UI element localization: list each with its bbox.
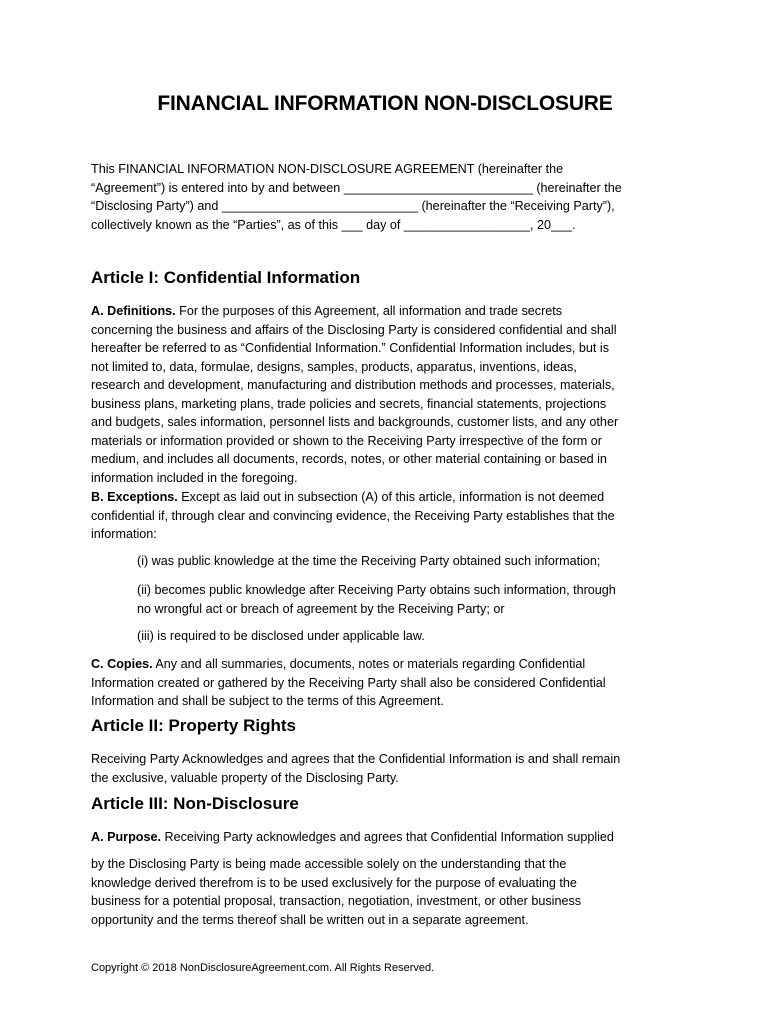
purpose-text: Receiving Party acknowledges and agrees that Confidential Information supplied (160, 830, 614, 844)
copyright-footer: Copyright © 2018 NonDisclosureAgreement.com. All Rights Reserved. (91, 962, 435, 974)
exceptions-line: information: (91, 527, 157, 541)
copies-paragraph (91, 655, 681, 711)
purpose-line (91, 828, 681, 847)
copies-line (91, 655, 681, 674)
definitions-paragraph (91, 302, 681, 487)
copies-text: Any and all summaries, documents, notes or materials regarding Confidential (152, 657, 586, 671)
definitions-line: and budgets, sales information, personnel lists and backgrounds, customer lists, and any other (91, 415, 619, 429)
preamble-line: “Disclosing Party”) and ____________________________ (hereinafter the “Receiving Party”), (91, 199, 615, 213)
property-rights-line: Receiving Party Acknowledges and agrees that the Confidential Information is and shall remain (91, 752, 621, 766)
purpose-first-line (91, 828, 681, 847)
document-title: FINANCIAL INFORMATION NON-DISCLOSURE (157, 92, 613, 115)
definitions-line: not limited to, data, formulae, designs, samples, products, apparatus, inventions, ideas, (91, 359, 577, 374)
definitions-line: research and development, manufacturing and distribution methods and processes, materials, (91, 378, 615, 392)
definitions-line (91, 302, 681, 321)
exceptions-text: Except as laid out in subsection (A) of this article, information is not deemed (177, 490, 605, 504)
copies-line: Information created or gathered by the Receiving Party shall also be considered Confidential (91, 675, 606, 690)
exception-item-3 (137, 627, 681, 646)
exception-item-line: no wrongful act or breach of agreement by the Receiving Party; or (137, 601, 505, 616)
copies-line: Information and shall be subject to the terms of this Agreement. (91, 694, 444, 708)
exceptions-lead: B. Exceptions. (91, 490, 178, 504)
definitions-lead: A. Definitions. (91, 304, 176, 318)
preamble-line: collectively known as the “Parties”, as of this ___ day of __________________, 20___. (91, 217, 576, 232)
purpose-line: business for a potential proposal, transaction, negotiation, investment, or other business (91, 894, 582, 908)
preamble-paragraph (91, 160, 681, 234)
article-1-heading: Article I: Confidential Information (91, 268, 361, 287)
exception-item-2 (137, 581, 681, 618)
exceptions-line: confidential if, through clear and convincing evidence, the Receiving Party establishes that the (91, 508, 615, 523)
purpose-line: opportunity and the terms thereof shall be written out in a separate agreement. (91, 912, 529, 927)
exception-item-line: (ii) becomes public knowledge after Receiving Party obtains such information, through (137, 583, 616, 597)
preamble-line: This FINANCIAL INFORMATION NON-DISCLOSURE AGREEMENT (hereinafter the (91, 162, 564, 176)
definitions-line: hereafter be referred to as “Confidential Information.” Confidential Information includes, but is (91, 341, 610, 355)
preamble-line: “Agreement”) is entered into by and between ___________________________ (hereinafter the (91, 180, 622, 195)
copies-lead: C. Copies. (91, 657, 153, 671)
definitions-line: materials or information provided or shown to the Receiving Party irrespective of the form or (91, 433, 602, 448)
exceptions-paragraph (91, 488, 681, 544)
exception-item-line: (i) was public knowledge at the time the Receiving Party obtained such information; (137, 554, 601, 568)
article-2-heading: Article II: Property Rights (91, 716, 296, 735)
article-3-heading: Article III: Non-Disclosure (91, 794, 299, 813)
exception-item-line: (iii) is required to be disclosed under applicable law. (137, 629, 425, 643)
purpose-paragraph (91, 855, 681, 929)
exceptions-line (91, 488, 681, 507)
purpose-line: by the Disclosing Party is being made accessible solely on the understanding that the (91, 857, 567, 871)
property-rights-paragraph (91, 750, 681, 787)
property-rights-line: the exclusive, valuable property of the Disclosing Party. (91, 770, 399, 785)
definitions-text: For the purposes of this Agreement, all information and trade secrets (175, 304, 563, 318)
purpose-line: knowledge derived therefrom is to be used exclusively for the purpose of evaluating the (91, 875, 577, 890)
definitions-line: business plans, marketing plans, trade policies and secrets, financial statements, projections (91, 396, 607, 411)
definitions-line: medium, and includes all documents, records, notes, or other material containing or based in (91, 452, 607, 466)
definitions-line: concerning the business and affairs of the Disclosing Party is considered confidential and shall (91, 322, 617, 337)
definitions-line: information included in the foregoing. (91, 470, 298, 485)
purpose-lead: A. Purpose. (91, 830, 161, 844)
exception-item-1 (137, 552, 681, 571)
